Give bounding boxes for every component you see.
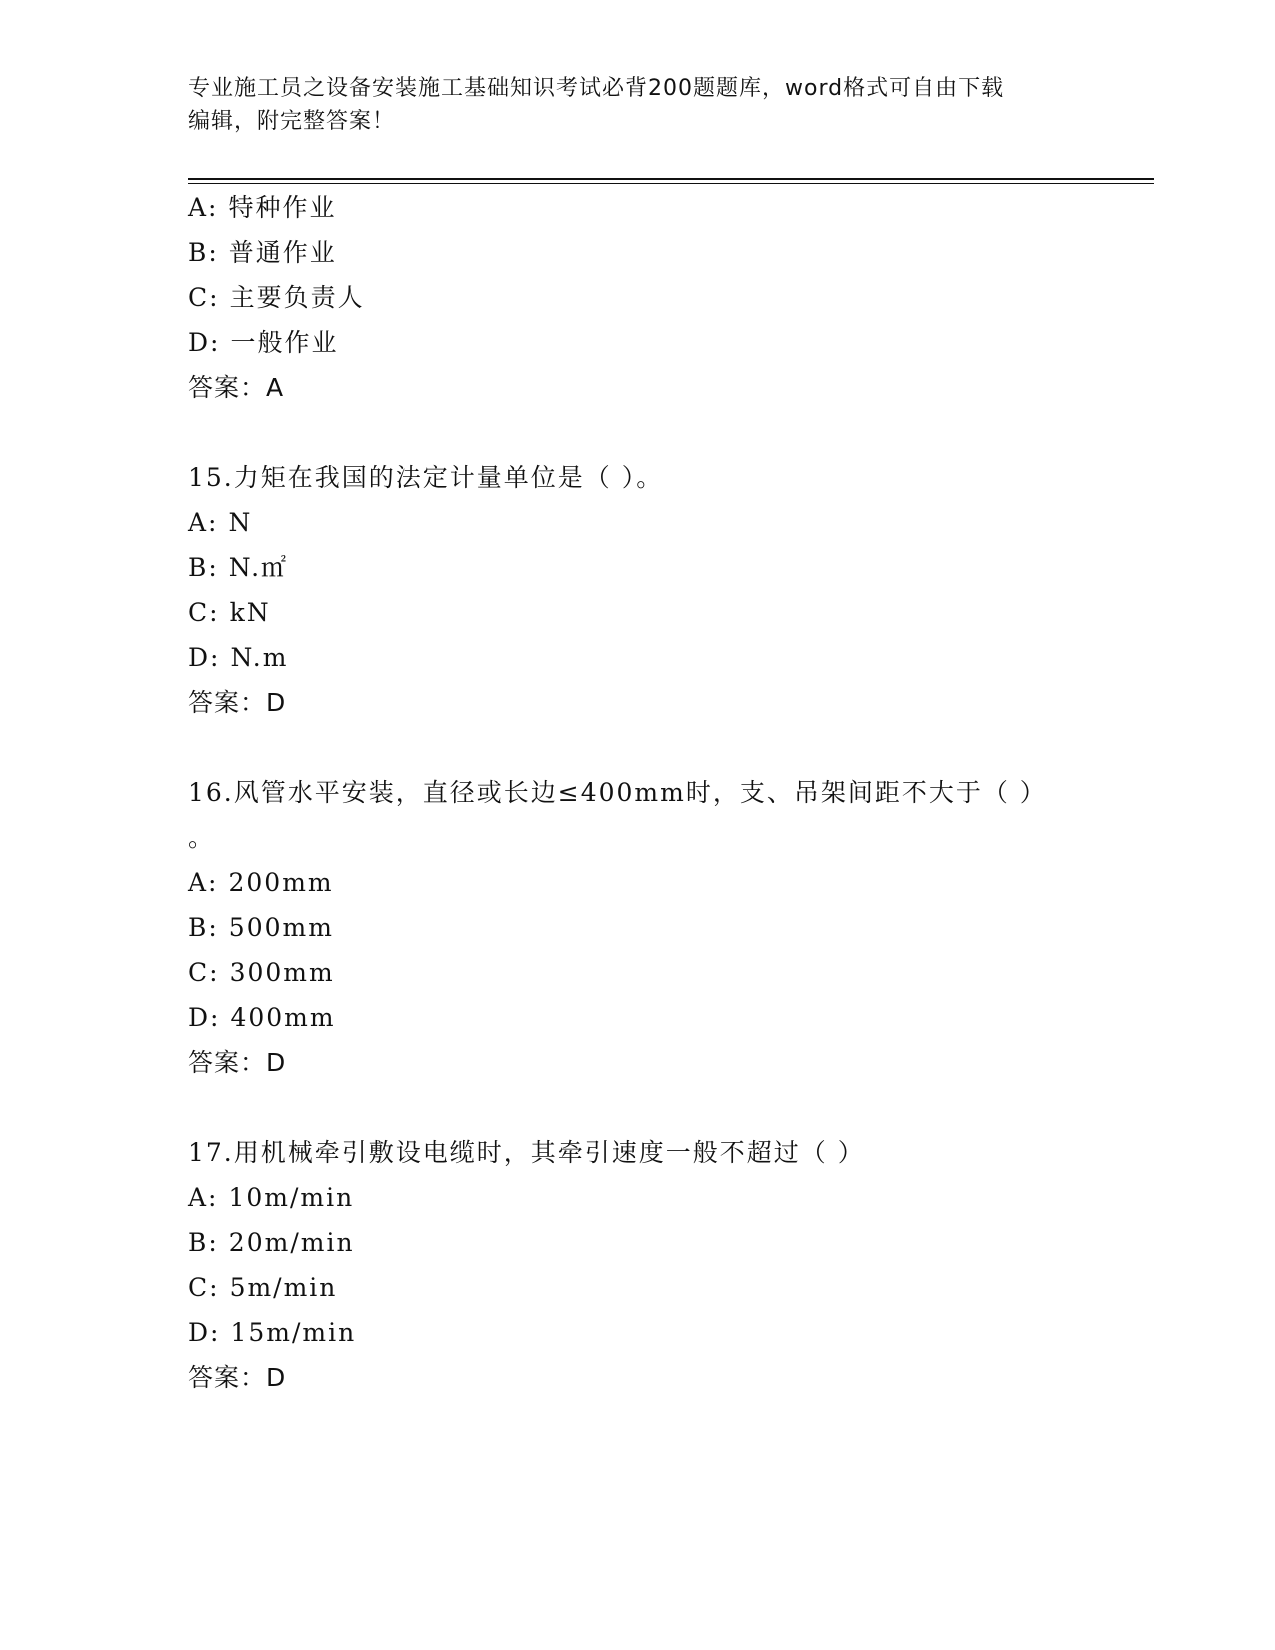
option-letter: A: [188, 868, 219, 897]
option-letter: B: [188, 913, 219, 942]
option-letter: A: [188, 193, 219, 222]
answer-line: 答案：D [188, 688, 287, 717]
option-a [188, 868, 334, 898]
question-15-stem: 15.力矩在我国的法定计量单位是（ ）。 [188, 463, 664, 492]
option-letter: D: [188, 328, 221, 357]
option-text: 一般作业 [230, 328, 339, 357]
option-a [188, 193, 337, 223]
option-text: 10m/min [228, 1183, 355, 1212]
option-d [188, 1318, 356, 1348]
answer-line: 答案：D [188, 1048, 287, 1077]
question-16-stem: 16.风管水平安装，直径或长边≤400mm时，支、吊架间距不大于（ ） [188, 778, 1047, 807]
question-17-stem: 17.用机械牵引敷设电缆时，其牵引速度一般不超过（ ） [188, 1138, 865, 1167]
option-text: 5m/min [229, 1273, 338, 1302]
option-letter: C: [188, 598, 220, 627]
option-text: 200mm [228, 868, 334, 897]
option-c [188, 283, 365, 313]
option-text: kN [229, 598, 271, 627]
option-text: 20m/min [228, 1228, 355, 1257]
option-b [188, 1228, 355, 1258]
option-letter: D: [188, 643, 221, 672]
option-text: 300mm [229, 958, 335, 987]
option-text: 主要负责人 [229, 283, 365, 312]
option-letter: B: [188, 553, 219, 582]
option-letter: B: [188, 1228, 219, 1257]
header-rule-thick [188, 178, 1154, 180]
header-title-line-1: 专业施工员之设备安装施工基础知识考试必背200题题库，word格式可自由下载 [188, 76, 1005, 101]
option-letter: D: [188, 1003, 221, 1032]
answer-line: 答案：D [188, 1363, 287, 1392]
option-d [188, 643, 288, 673]
option-text: 400mm [230, 1003, 336, 1032]
option-c [188, 1273, 337, 1303]
question-16-stem-continuation: 。 [188, 823, 216, 852]
option-text: 特种作业 [228, 193, 337, 222]
option-letter: A: [188, 1183, 219, 1212]
option-c [188, 598, 271, 628]
option-a [188, 508, 252, 538]
header-rule-thin [188, 183, 1154, 184]
option-c [188, 958, 335, 988]
option-d [188, 328, 338, 358]
option-letter: B: [188, 238, 219, 267]
option-b [188, 238, 337, 268]
option-text: N.m [230, 643, 289, 672]
option-text: 500mm [228, 913, 334, 942]
option-text: 普通作业 [228, 238, 337, 267]
option-d [188, 1003, 336, 1033]
option-letter: C: [188, 283, 220, 312]
option-b [188, 913, 334, 943]
option-text: N.㎡ [228, 553, 289, 582]
option-letter: C: [188, 958, 220, 987]
option-b [188, 553, 288, 583]
header-title-line-2: 编辑，附完整答案！ [188, 109, 396, 134]
option-text: N [228, 508, 253, 537]
option-letter: A: [188, 508, 219, 537]
option-text: 15m/min [230, 1318, 357, 1347]
option-a [188, 1183, 354, 1213]
option-letter: C: [188, 1273, 220, 1302]
option-letter: D: [188, 1318, 221, 1347]
document-header [188, 72, 1088, 138]
answer-line: 答案：A [188, 373, 285, 402]
